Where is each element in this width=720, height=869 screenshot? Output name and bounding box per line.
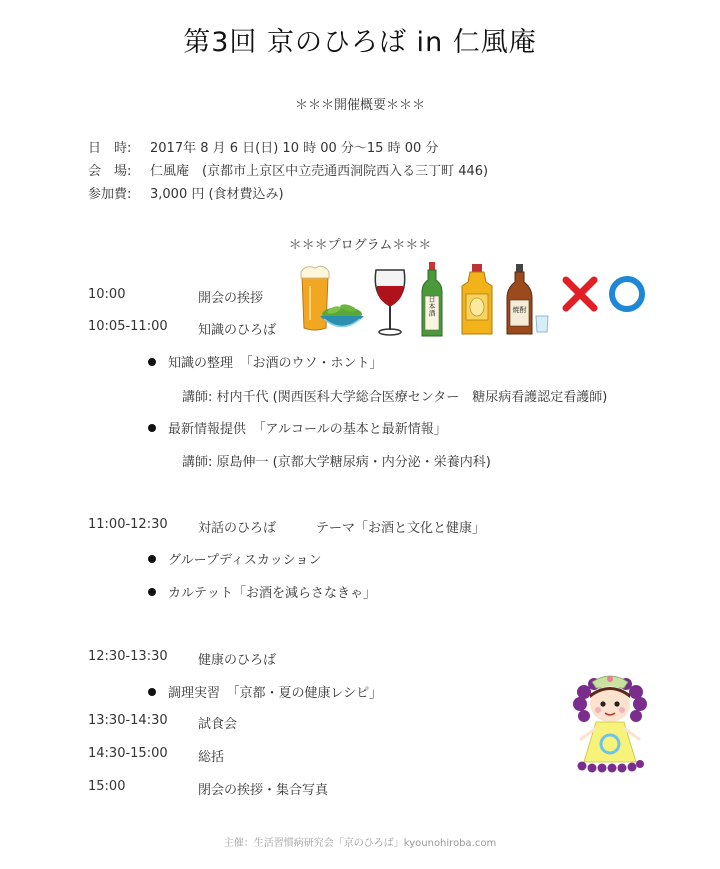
program-activity-5: 試食会: [198, 717, 238, 732]
bullet-icon: [148, 555, 156, 563]
lecturer-line: 講師: 原島伸一 (京都大学糖尿病・内分泌・栄養内科): [182, 455, 491, 470]
footer-organizer: 主催：生活習慣病研究会「京のひろば」kyounohiroba.com: [223, 838, 497, 849]
program-time-2: 10:05-11:00: [88, 319, 168, 334]
program-activity-2: 知識のひろば: [198, 323, 277, 338]
circle-mark-icon: [612, 279, 642, 309]
overview-heading: ＊＊＊開催概要＊＊＊: [294, 98, 425, 113]
date-value: 2017年 8 月 6 日(日) 10 時 00 分～15 時 00 分: [150, 141, 439, 156]
program-activity-3: 対話のひろば: [198, 521, 277, 536]
fee-value: 3,000 円 (食材費込み): [150, 187, 284, 202]
wine-glass-icon: [375, 270, 404, 335]
venue-value: 仁風庵 (京都市上京区中立売通西洞院西入る三丁町 446): [150, 164, 489, 179]
program-time-4: 12:30-13:30: [88, 649, 168, 664]
list-item: 調理実習 「京都・夏の健康レシピ」: [148, 682, 382, 701]
mascot-character-icon: [570, 670, 650, 780]
lecturer-line: 講師: 村内千代 (関西医科大学総合医療センター 糖尿病看護認定看護師): [182, 390, 608, 405]
sake-label: 日本酒: [428, 295, 436, 317]
date-label: 日 時:: [88, 141, 132, 156]
fee-label: 参加費:: [88, 187, 132, 202]
program-activity-1: 開会の挨拶: [198, 291, 264, 306]
water-glass-icon: [536, 316, 548, 332]
whisky-bottle-icon: [462, 264, 492, 334]
bullet-icon: [148, 588, 156, 596]
sake-bottle-icon: [422, 262, 442, 336]
drinks-illustration: [296, 262, 656, 342]
program-activity-4: 健康のひろば: [198, 653, 277, 668]
list-item: カルテット「お酒を減らさなきゃ」: [148, 582, 376, 601]
page-title: 第3回 京のひろば in 仁風庵: [183, 27, 537, 58]
program-time-1: 10:00: [88, 287, 126, 302]
list-item: 知識の整理 「お酒のウソ・ホント」: [148, 352, 383, 371]
bullet-icon: [148, 424, 156, 432]
program-time-6: 14:30-15:00: [88, 746, 168, 761]
program-time-7: 15:00: [88, 779, 126, 794]
program-activity-6: 総括: [198, 750, 225, 765]
list-item: 最新情報提供 「アルコールの基本と最新情報」: [148, 418, 447, 437]
program-heading: ＊＊＊プログラム＊＊＊: [288, 238, 432, 253]
program-time-3: 11:00-12:30: [88, 517, 168, 532]
bullet-icon: [148, 358, 156, 366]
list-item: グループディスカッション: [148, 549, 322, 568]
program-time-5: 13:30-14:30: [88, 713, 168, 728]
bullet-icon: [148, 688, 156, 696]
shochu-label: 焼酎: [512, 306, 527, 314]
shochu-bottle-icon: [507, 264, 532, 334]
venue-label: 会 場:: [88, 164, 132, 179]
program-theme-3: テーマ「お酒と文化と健康」: [316, 521, 486, 536]
cross-mark-icon: [566, 280, 594, 308]
program-activity-7: 閉会の挨拶・集合写真: [198, 783, 329, 798]
